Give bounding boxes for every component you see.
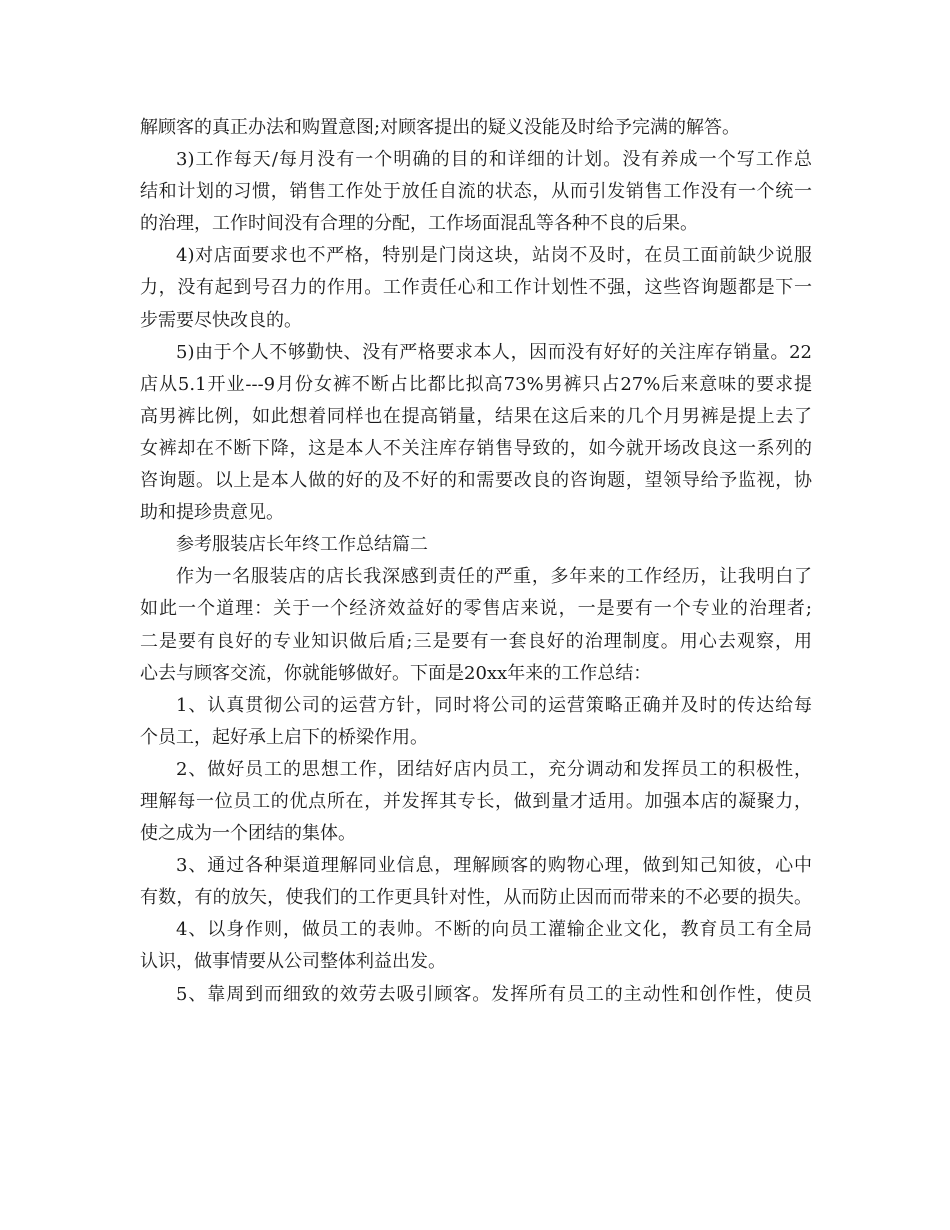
text-line: 心去与顾客交流，你就能够做好。下面是20xx年来的工作总结：: [140, 662, 652, 684]
text-line: 个员工，起好承上启下的桥梁作用。: [140, 726, 428, 748]
text-line: 助和提珍贵意见。: [140, 502, 284, 524]
text-line: 3、通过各种渠道理解同业信息，理解顾客的购物心理，做到知己知彼，心中: [176, 855, 812, 877]
text-line: 高男裤比例，如此想着同样也在提高销量，结果在这后来的几个月男裤是提上去了: [140, 405, 812, 427]
text-line: 解顾客的真正办法和购置意图;对顾客提出的疑义没能及时给予完满的解答。: [140, 117, 741, 138]
text-line: 认识，做事情要从公司整体利益出发。: [140, 951, 446, 973]
text-line: 1、认真贯彻公司的运营方针，同时将公司的运营策略正确并及时的传达给每: [176, 694, 812, 716]
text-line: 二是要有良好的专业知识做后盾;三是要有一套良好的治理制度。用心去观察，用: [140, 630, 812, 652]
text-line: 结和计划的习惯，销售工作处于放任自流的状态，从而引发销售工作没有一个统一: [140, 181, 812, 203]
text-line: 理解每一位员工的优点所在，并发挥其专长，做到量才适用。加强本店的凝聚力，: [140, 790, 812, 812]
text-line: 2、做好员工的思想工作，团结好店内员工，充分调动和发挥员工的积极性，: [176, 758, 812, 780]
text-line: 有数，有的放矢，使我们的工作更具针对性，从而防止因而而带来的不必要的损失。: [140, 887, 812, 909]
text-line: 5)由于个人不够勤快、没有严格要求本人，因而没有好好的关注库存销量。22: [176, 341, 812, 363]
text-line: 使之成为一个团结的集体。: [140, 823, 356, 845]
text-line: 咨询题。以上是本人做的好的及不好的和需要改良的咨询题，望领导给予监视，协: [140, 470, 812, 492]
text-line: 步需要尽快改良的。: [140, 309, 302, 331]
text-line: 店从5.1开业---9月份女裤不断占比都比拟高73%男裤只占27%后来意味的要求提: [140, 373, 812, 395]
text-line: 参考服装店长年终工作总结篇二: [176, 534, 428, 556]
text-line: 5、靠周到而细致的效劳去吸引顾客。发挥所有员工的主动性和创作性，使员: [176, 983, 812, 1005]
text-line: 4)对店面要求也不严格，特别是门岗这块，站岗不及时，在员工面前缺少说服: [176, 245, 812, 267]
text-line: 作为一名服装店的店长我深感到责任的严重，多年来的工作经历，让我明白了: [176, 566, 812, 588]
document-page: [140, 112, 812, 1011]
text-line: 4、以身作则，做员工的表帅。不断的向员工灌输企业文化，教育员工有全局: [176, 919, 812, 941]
text-line: 如此一个道理：关于一个经济效益好的零售店来说，一是要有一个专业的治理者;: [140, 598, 812, 620]
text-line: 女裤却在不断下降，这是本人不关注库存销售导致的，如今就开场改良这一系列的: [140, 437, 812, 459]
text-line: 力，没有起到号召力的作用。工作责任心和工作计划性不强，这些咨询题都是下一: [140, 277, 812, 299]
text-line: 的治理，工作时间没有合理的分配，工作场面混乱等各种不良的后果。: [140, 213, 698, 235]
text-line: 3)工作每天/每月没有一个明确的目的和详细的计划。没有养成一个写工作总: [176, 149, 812, 171]
